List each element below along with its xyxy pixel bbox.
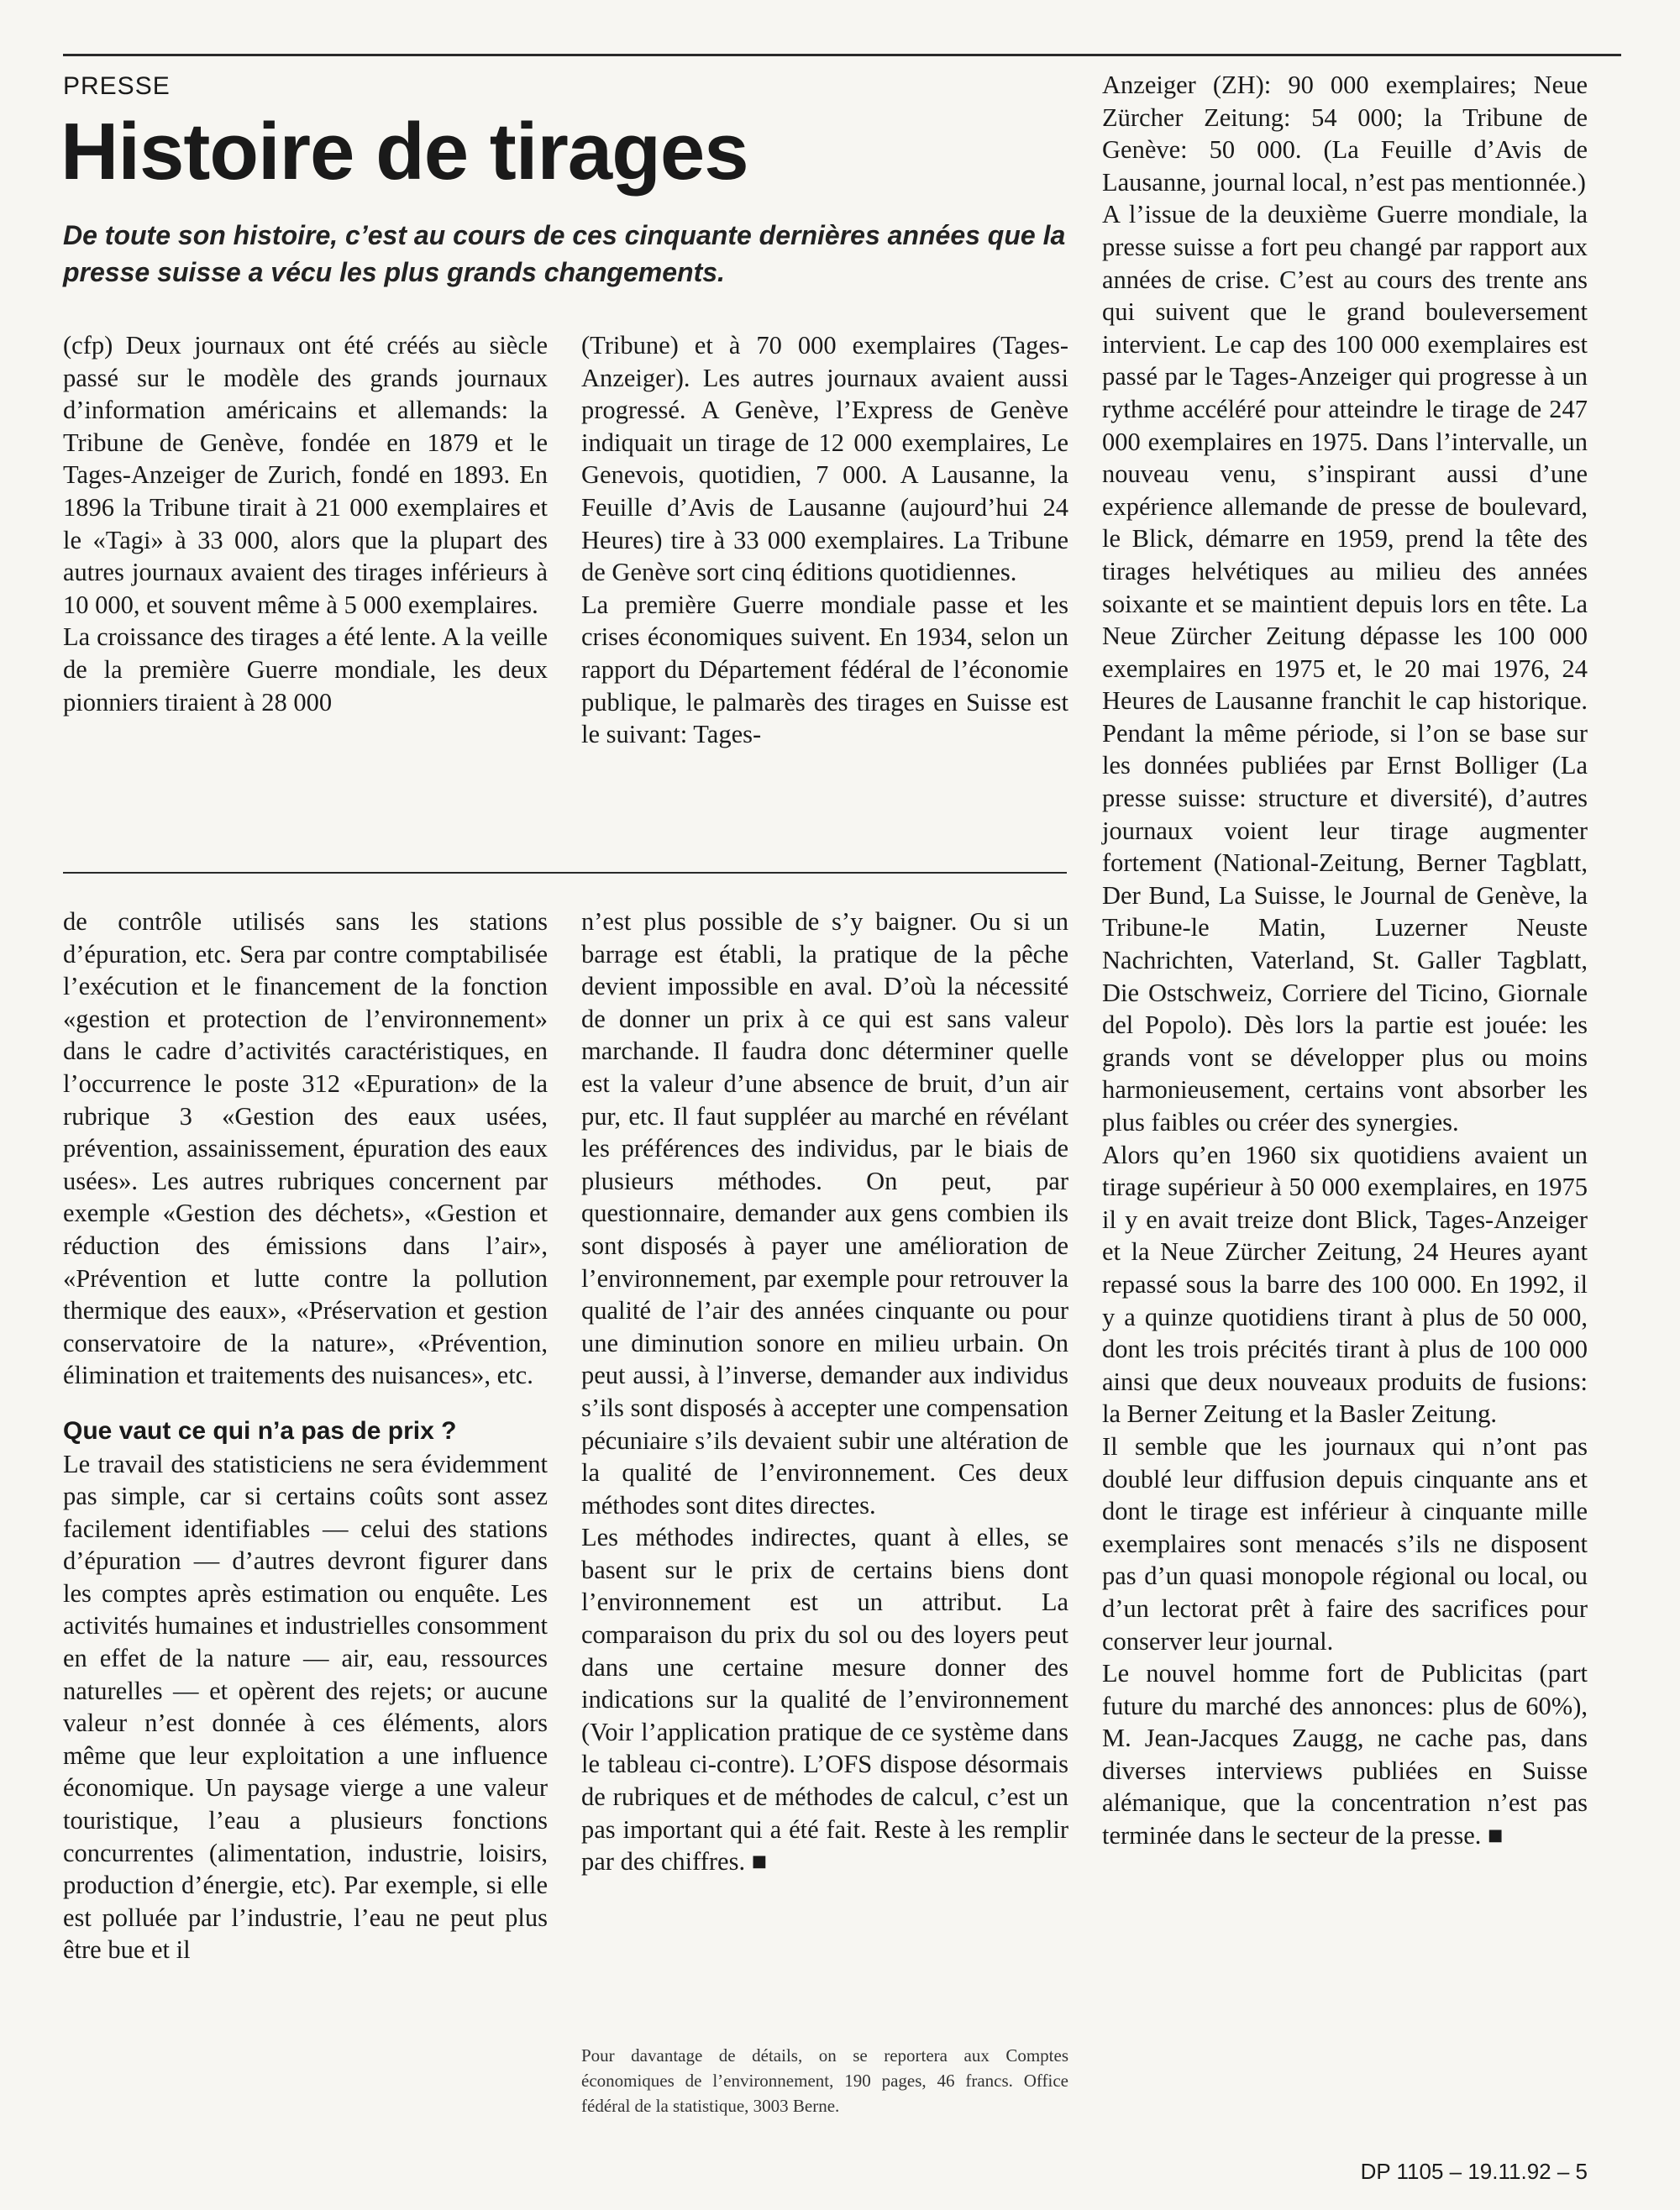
paragraph: de contrôle utilisés sans les stations d’épuration, etc. Sera par contre comptabilisée l’exécution et le financement de la fonction «gestion et protection de l’environnement» dans le cadre d’activités caractéristiques, en l’occurrence le poste 312 «Epuration» de la rubrique 3 «Gestion des eaux usées, prévention, assainissement, épuration des eaux usées». Les autres rubriques concernent par exemple «Gestion des déchets», «Gestion et réduction des émissions dans l’air», «Prévention et lutte contre la pollution thermique des eaux», «Préservation et gestion conservatoire de la nature», «Prévention, élimination et traitements des nuisances», etc. bbox=[63, 907, 548, 1390]
paragraph: (cfp) Deux journaux ont été créés au siècle passé sur le modèle des grands journaux d’information américains et allemands: la Tribune de Genève, fondée en 1879 et le Tages-Anzeiger de Zurich, fondé en 1893. En 1896 la Tribune tirait à 21 000 exemplaires et le «Tagi» à 33 000, alors que la plupart des autres journaux avaient des tirages inférieurs à 10 000, et souvent même à 5 000 exemplaires. bbox=[63, 331, 548, 619]
headline: Histoire de tirages bbox=[60, 107, 748, 197]
paragraph: Anzeiger (ZH): 90 000 exemplaires; Neue Zürcher Zeitung: 54 000; la Tribune de Genève: 50 000. (La Feuille d’Avis de Lausanne, journal local, n’est pas mentionnée.) bbox=[1102, 71, 1588, 197]
paragraph: La première Guerre mondiale passe et les crises économiques suivent. En 1934, selon un rapport du Département fédéral de l’économie publique, le palmarès des tirages en Suisse est le suivant: Tages- bbox=[581, 590, 1068, 749]
article-column-1 bbox=[63, 329, 548, 718]
top-rule bbox=[63, 54, 1621, 56]
paragraph: Le travail des statisticiens ne sera évidemment pas simple, car si certains coûts sont assez facilement identifiables — celui des stations d’épuration — d’autres devront figurer dans les comptes après estimation ou enquête. Les activités humaines et industrielles consomment en effet de la nature — air, eau, ressources naturelles — et opèrent des rejets; or aucune valeur n’est donnée à ces éléments, alors même que leur exploitation a une influence économique. Un paysage vierge a une valeur touristique, l’eau a plusieurs fonctions concurrentes (alimentation, industrie, loisirs, production d’énergie, etc). Par exemple, si elle est polluée par l’industrie, l’eau ne peut plus être bue et il bbox=[63, 1449, 548, 1965]
paragraph: La croissance des tirages a été lente. A la veille de la première Guerre mondiale, les deux pionniers tiraient à 28 000 bbox=[63, 622, 548, 717]
paragraph: (Tribune) et à 70 000 exemplaires (Tages-Anzeiger). Les autres journaux avaient aussi progressé. A Genève, l’Express de Genève indiquait un tirage de 12 000 exemplaires, Le Genevois, quotidien, 7 000. A Lausanne, la Feuille d’Avis de Lausanne (aujourd’hui 24 Heures) tire à 33 000 exemplaires. La Tribune de Genève sort cinq éditions quotidiennes. bbox=[581, 331, 1068, 587]
lead-paragraph: De toute son histoire, c’est au cours de ces cinquante dernières années que la presse suisse a vécu les plus grands changements. bbox=[63, 220, 1066, 287]
paragraph: Alors qu’en 1960 six quotidiens avaient un tirage supérieur à 50 000 exemplaires, en 1975 il y en avait treize dont Blick, Tages-Anzeiger et la Neue Zürcher Zeitung, 24 Heures ayant repassé sous la barre des 100 000. En 1992, il y a quinze quotidiens tirant à plus de 50 000, dont les trois précités tirant à plus de 100 000 ainsi que deux nouveaux produits de fusions: la Berner Zeitung et la Basler Zeitung. bbox=[1102, 1140, 1588, 1429]
paragraph: Il semble que les journaux qui n’ont pas doublé leur diffusion depuis cinquante ans et dont le tirage est inférieur à cinquante mille exemplaires sont menacés s’ils ne disposent pas d’un quasi monopole régional ou local, ou d’un lectorat prêt à faire des sacrifices pour conserver leur journal. bbox=[1102, 1431, 1588, 1656]
paragraph: A l’issue de la deuxième Guerre mondiale, la presse suisse a fort peu changé par rapport aux années de crise. C’est au cours des trente ans qui suivent que le grand bouleversement intervient. Le cap des 100 000 exemplaires est passé par le Tages-Anzeiger qui progresse à un rythme accéléré pour atteindre le tirage de 247 000 exemplaires en 1975. Dans l’intervalle, un nouveau venu, s’inspirant aussi d’une expérience allemande de presse de boulevard, le Blick, démarre en 1959, prend la tête des tirages helvétiques au milieu des années soixante et se maintient depuis lors en tête. La Neue Zürcher Zeitung dépasse les 100 000 exemplaires en 1975 et, le 20 mai 1976, 24 Heures de Lausanne franchit le cap historique. Pendant la même période, si l’on se base sur les données publiées par Ernst Bolliger (La presse suisse: structure et diversité), d’autres journaux voient leur tirage augmenter fortement (National-Zeitung, Berner Tagblatt, Der Bund, La Suisse, le Journal de Genève, la Tribune-le Matin, Luzerner Neuste Nachrichten, Vaterland, St. Galler Tagblatt, Die Ostschweiz, Corriere del Ticino, Giornale del Popolo). Dès lors la partie est jouée: les grands vont se développer plus ou moins harmonieusement, certains vont absorber les plus faibles ou créer des synergies. bbox=[1102, 200, 1588, 1136]
paragraph: n’est plus possible de s’y baigner. Ou si un barrage est établi, la pratique de la pêche devient impossible en aval. D’où la nécessité de donner un prix à ce qui est sans valeur marchande. Il faudra donc déterminer quelle est la valeur d’une absence de bruit, d’un air pur, etc. Il faut suppléer au marché en révélant les préférences des individus, par le biais de plusieurs méthodes. On peut, par questionnaire, demander aux gens combien ils sont disposés à payer une amélioration de l’environnement, par exemple pour retrouver la qualité de l’air des années cinquante ou pour une diminution sonore en milieu urbain. On peut aussi, à l’inverse, demander aux individus s’ils sont disposés à accepter une compensation pécuniaire s’ils devaient subir une altération de la qualité de l’environnement. Ces deux méthodes sont dites directes. bbox=[581, 907, 1068, 1520]
section-label: PRESSE bbox=[63, 72, 171, 100]
page-folio: DP 1105 – 19.11.92 – 5 bbox=[1360, 2159, 1588, 2184]
lower-column-2 bbox=[581, 906, 1068, 1878]
article-column-2 bbox=[581, 329, 1068, 751]
subheading: Que vaut ce qui n’a pas de prix ? bbox=[63, 1416, 457, 1445]
paragraph: Les méthodes indirectes, quant à elles, se basent sur le prix de certains biens dont l’environnement est un attribut. La comparaison du prix du sol ou des loyers peut dans une certaine mesure donner des indications sur la qualité de l’environnement (Voir l’application pratique de ce système dans le tableau ci-contre). L’OFS dispose désormais de rubriques et de méthodes de calcul, c’est un pas important qui a été fait. Reste à les remplir par des chiffres. ■ bbox=[581, 1523, 1068, 1877]
paragraph: Le nouvel homme fort de Publicitas (part future du marché des annonces: plus de 60%), M. Jean-Jacques Zaugg, ne cache pas, dans diverses interviews publiées en Suisse alémanique, que la concentration n’est pas terminée dans le secteur de la presse. ■ bbox=[1102, 1659, 1588, 1850]
section-divider-rule bbox=[63, 872, 1067, 874]
article-column-3 bbox=[1102, 69, 1588, 1852]
lower-column-1 bbox=[63, 906, 548, 1966]
footnote: Pour davantage de détails, on se reportera aux Comptes économiques de l’environnement, 190 pages, 46 francs. Office fédéral de la statistique, 3003 Berne. bbox=[581, 2045, 1068, 2116]
